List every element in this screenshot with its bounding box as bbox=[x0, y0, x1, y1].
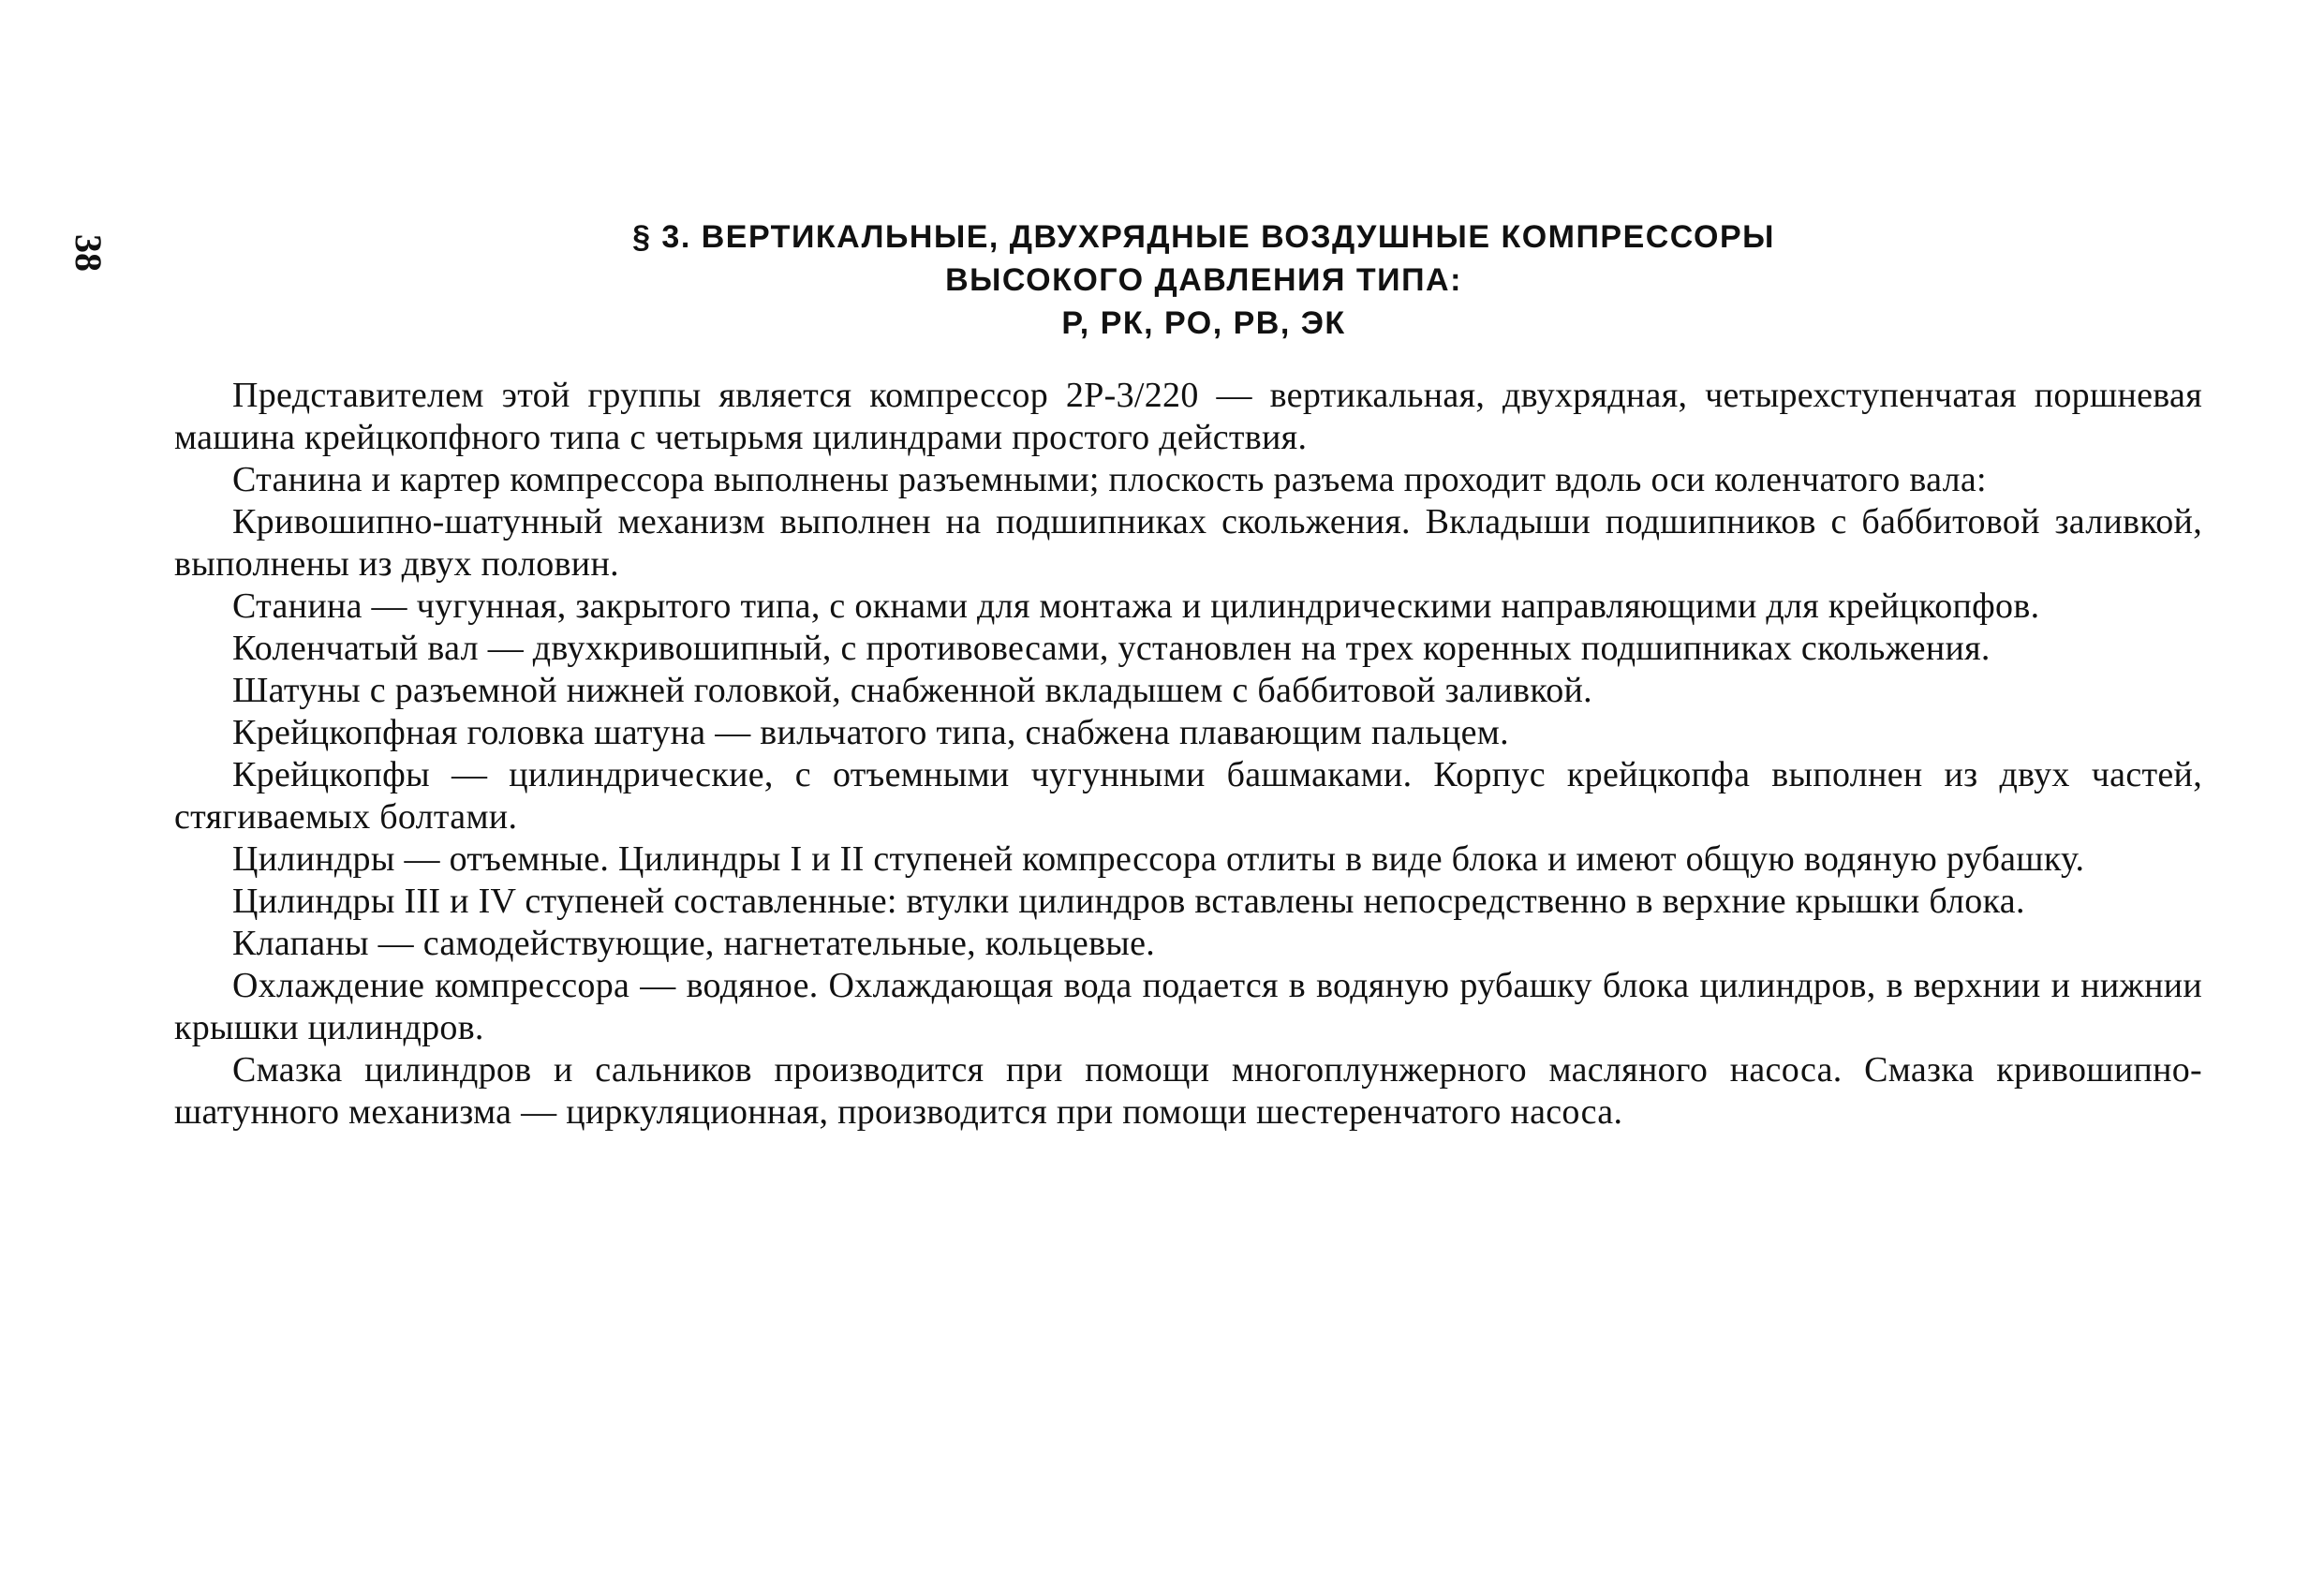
paragraph-lubrication: Смазка цилиндров и сальников производится при помощи многоплунжерного масляного насоса. Смазка кривошипно-шатунного механизма — циркуляционная, производится при помощи шестеренчатого насоса. bbox=[174, 1050, 2202, 1132]
paragraph-intro: Представителем этой группы является компрессор 2Р-3/220 — вертикальная, двухрядная, четырехступенчатая поршневая машина крейцкопфного типа с четырьмя цилиндрами простого действия. bbox=[174, 376, 2202, 457]
page-number: 38 bbox=[67, 234, 110, 272]
paragraph-crossheads: Крейцкопфы — цилиндрические, с отъемными чугунными башмаками. Корпус крейцкопфа выполнен из двух частей, стягиваемых болтами. bbox=[174, 755, 2202, 837]
section-heading-line-2: ВЫСОКОГО ДАВЛЕНИЯ ТИПА: bbox=[945, 262, 1462, 298]
section-heading-line-1: § 3. ВЕРТИКАЛЬНЫЕ, ДВУХРЯДНЫЕ ВОЗДУШНЫЕ КОМПРЕССОРЫ bbox=[632, 219, 1775, 255]
section-heading-line-3: Р, РК, РО, РВ, ЭК bbox=[1061, 305, 1346, 341]
paragraph-frame-crankcase: Станина и картер компрессора выполнены разъемными; плоскость разъема проходит вдоль оси коленчатого вала: bbox=[232, 460, 1987, 499]
paragraph-crosshead-head: Крейцкопфная головка шатуна — вильчатого типа, снабжена плавающим пальцем. bbox=[232, 713, 1509, 752]
paragraph-frame: Станина — чугунная, закрытого типа, с окнами для монтажа и цилиндрическими направляющими для крейцкопфов. bbox=[232, 586, 2040, 626]
paragraph-connecting-rods: Шатуны с разъемной нижней головкой, снабженной вкладышем с баббитовой заливкой. bbox=[232, 671, 1592, 710]
paragraph-cooling: Охлаждение компрессора — водяное. Охлаждающая вода подается в водяную рубашку блока цилиндров, в верхнии и нижнии крышки цилиндров. bbox=[174, 966, 2202, 1047]
paragraph-crank-mechanism: Кривошипно-шатунный механизм выполнен на подшипниках скольжения. Вкладыши подшипников с баббитовой заливкой, выполнены из двух половин. bbox=[174, 502, 2202, 584]
paragraph-cylinders-3-4: Цилиндры III и IV ступеней составленные: втулки цилиндров вставлены непосредственно в верхние крышки блока. bbox=[232, 882, 2025, 921]
section-heading bbox=[272, 215, 2136, 345]
paragraph-crankshaft: Коленчатый вал — двухкривошипный, с противовесами, установлен на трех коренных подшипниках скольжения. bbox=[232, 629, 1991, 668]
body-text bbox=[174, 375, 2202, 1134]
paragraph-valves: Клапаны — самодействующие, нагнетательные, кольцевые. bbox=[232, 924, 1156, 963]
paragraph-cylinders-1-2: Цилиндры — отъемные. Цилиндры I и II ступеней компрессора отлиты в виде блока и имеют общую водяную рубашку. bbox=[232, 839, 2085, 879]
